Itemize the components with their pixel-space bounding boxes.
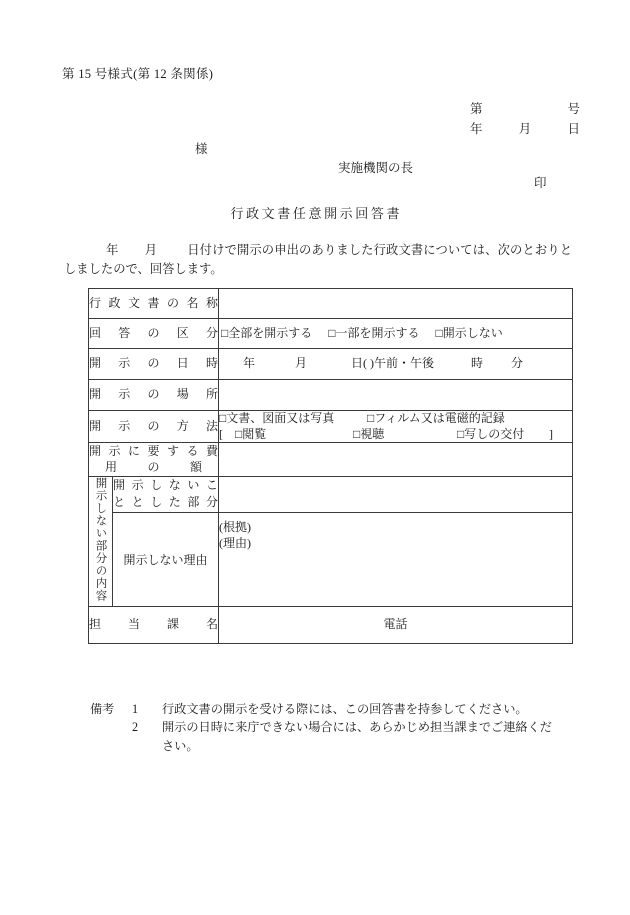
bracket-close: ] <box>549 426 553 441</box>
value-response-category <box>219 319 573 349</box>
footnotes-heading: 備考 <box>90 702 115 716</box>
label-disclosure-datetime: 開示の日時 <box>89 349 219 380</box>
document-number-line <box>470 99 580 117</box>
table-row-disclosure-datetime <box>89 349 573 380</box>
cost-label-you: 用 <box>105 460 118 475</box>
cost-label-line1: 開示に要する費 <box>89 444 218 459</box>
datetime-hour: 時 <box>471 356 484 371</box>
document-date-month: 月 <box>518 122 532 136</box>
checkbox-method-viewing[interactable]: □視聴 <box>353 426 385 441</box>
document-number-suffix: 号 <box>567 102 580 116</box>
label-nondisclosed-part: 開示しないこ ととした部分 <box>113 476 219 512</box>
value-disclosure-cost[interactable] <box>219 443 573 476</box>
footnote-number-2: 2 <box>132 720 139 735</box>
footnote-text-2: 開示の日時に来庁できない場合には、あらかじめ担当課までご連絡くだ <box>162 720 552 735</box>
seal-mark: 印 <box>534 176 547 190</box>
label-nondisclosure-reason: 開示しない理由 <box>113 512 219 606</box>
document-number-prefix: 第 <box>470 102 483 116</box>
checkbox-disclose-partial[interactable]: □一部を開示する <box>328 325 420 340</box>
label-disclosure-method: 開示の方法 <box>89 411 219 443</box>
body-year: 年 <box>106 243 119 257</box>
table-row-department <box>89 606 573 643</box>
label-disclosure-place: 開示の場所 <box>89 380 219 411</box>
body-month: 月 <box>144 243 158 257</box>
table-row-document-name <box>89 289 573 319</box>
body-text: 日付けで開示の申出のありました行政文書については、次のとおりとしましたので、回答します。 <box>64 243 572 277</box>
table-row-response-category <box>89 319 573 349</box>
label-response-category: 回答の区分 <box>89 319 219 349</box>
table-row-disclosure-method <box>89 411 573 443</box>
value-nondisclosure-reason[interactable] <box>219 512 573 606</box>
table-row-nondisclosed-part <box>89 476 573 512</box>
issuer-title: 実施機関の長 <box>338 161 414 175</box>
checkbox-no-disclosure[interactable]: □開示しない <box>435 325 503 340</box>
reason-reason-label: (理由) <box>219 536 251 551</box>
label-document-name: 行政文書の名称 <box>89 289 219 319</box>
value-document-name[interactable] <box>219 289 573 319</box>
body-paragraph <box>64 241 572 279</box>
datetime-year: 年 <box>243 356 256 371</box>
label-disclosure-cost <box>89 443 219 476</box>
checkbox-disclose-all[interactable]: □全部を開示する <box>221 325 313 340</box>
document-date-day: 日 <box>567 122 580 136</box>
value-disclosure-datetime[interactable] <box>219 349 573 380</box>
footnote-item-1 <box>90 700 580 718</box>
addressee-honorific: 様 <box>195 142 208 156</box>
checkbox-method-copy[interactable]: □写しの交付 <box>457 426 525 441</box>
table-row-disclosure-place <box>89 380 573 411</box>
datetime-month: 月 <box>295 356 308 371</box>
label-nondisclosure-content-vertical: 開示しない部分の内容 <box>89 476 113 606</box>
checkbox-method-document[interactable]: □文書、図面又は写真 <box>219 411 335 425</box>
cost-label-no: の <box>147 460 160 475</box>
datetime-minute: 分 <box>511 356 524 371</box>
table-row-disclosure-cost <box>89 443 573 476</box>
footnote-number-1: 1 <box>132 702 139 716</box>
checkbox-method-film[interactable]: □フィルム又は電磁的記録 <box>367 411 505 425</box>
document-date-year: 年 <box>470 122 483 136</box>
document-date-line <box>470 119 580 137</box>
reason-basis-label: (根拠) <box>219 519 251 534</box>
value-disclosure-place[interactable] <box>219 380 573 411</box>
bracket-open: [ <box>219 426 223 441</box>
footnote-item-2 <box>90 718 580 736</box>
datetime-day-ampm: 日( )午前・午後 <box>351 356 434 371</box>
footnote-text-1: 行政文書の開示を受ける際には、この回答書を持参してください。 <box>162 702 528 716</box>
footnote-text-2-continued: さい。 <box>162 738 199 753</box>
disclosure-response-table <box>88 288 573 644</box>
value-nondisclosed-part[interactable] <box>219 476 573 512</box>
footnotes <box>90 700 580 755</box>
cost-label-gaku: 額 <box>189 460 202 475</box>
value-disclosure-method <box>219 411 573 443</box>
label-department: 担当課名 <box>89 606 219 643</box>
table-row-nondisclosure-reason <box>89 512 573 606</box>
page-title: 行政文書任意開示回答書 <box>230 206 403 221</box>
checkbox-method-inspection[interactable]: □閲覧 <box>235 426 267 441</box>
form-number: 第 15 号様式(第 12 条関係) <box>62 67 214 81</box>
value-department-telephone[interactable]: 電話 <box>219 606 573 643</box>
